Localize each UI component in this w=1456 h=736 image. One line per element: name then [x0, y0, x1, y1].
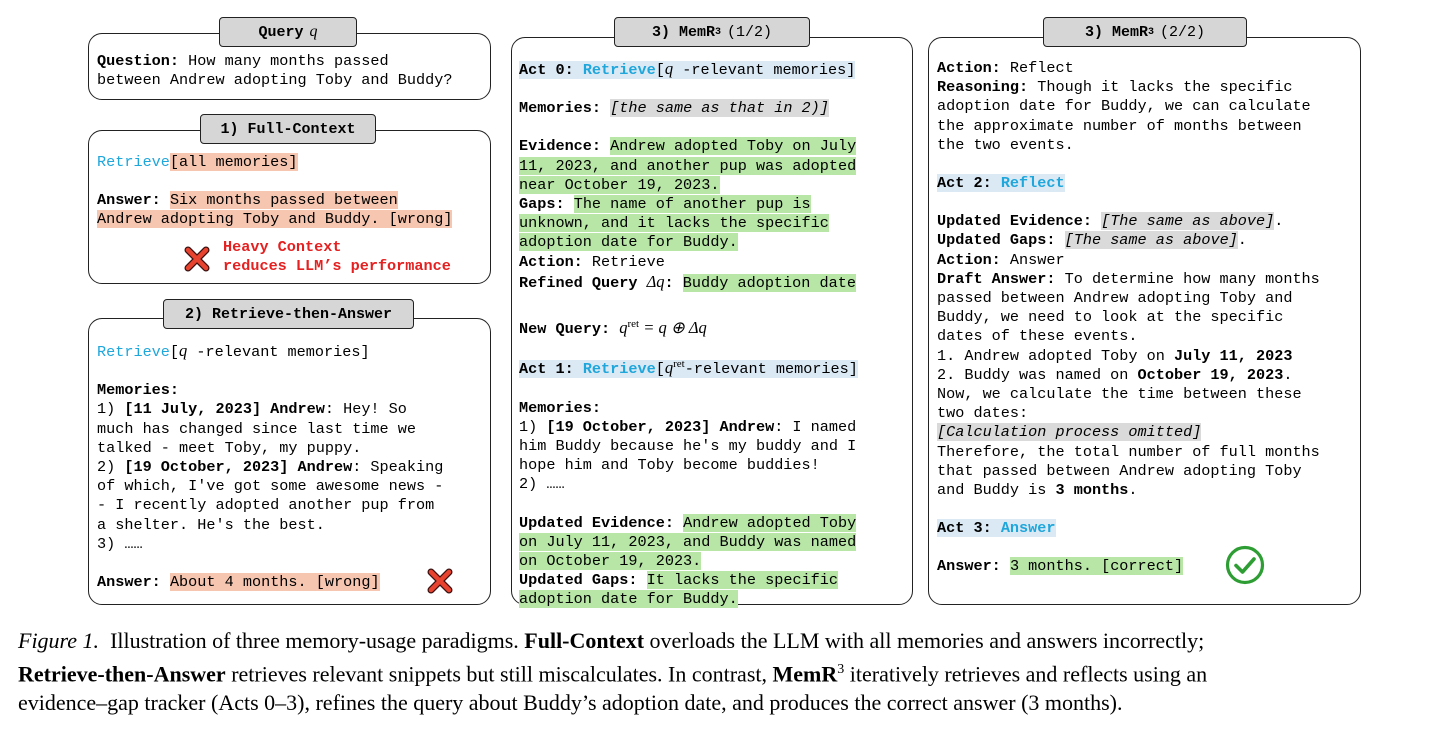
answer-line-1: Six months passed between: [169, 191, 398, 210]
new-query-q: q: [619, 318, 628, 338]
m2-l2: of which, I've got some awesome news -: [97, 477, 444, 496]
retrieve-var: q: [179, 341, 188, 360]
updated-gaps-l1: It lacks the specific: [646, 571, 839, 590]
act1-var: q: [664, 358, 674, 378]
evidence-l2: 11, 2023, and another pup was adopted: [519, 156, 857, 175]
new-query-rest: = q ⊕ Δq: [639, 318, 707, 338]
act0-open: [: [655, 61, 665, 79]
gaps-l2: unknown, and it lacks the specific: [519, 214, 829, 233]
act0-retrieve: Retrieve: [582, 61, 656, 79]
action2-label: Action:: [937, 250, 1001, 269]
memr3-tab-frac: (2/2): [1160, 23, 1206, 41]
refined-label: Refined Query: [519, 273, 638, 292]
gaps-l1: The name of another pup is: [573, 195, 811, 214]
step2-end: .: [1283, 365, 1293, 384]
new-query-sup: ret: [627, 318, 640, 331]
query-question: [97, 52, 452, 90]
act0-label: Act 0:: [519, 61, 574, 79]
refined-value: Buddy adoption date: [682, 273, 856, 292]
therefore-l1: Therefore, the total number of full months: [937, 442, 1320, 461]
refined-var: Δq: [646, 271, 665, 291]
m1-idx: 1): [519, 417, 547, 436]
answer-line-2: Andrew adopting Toby and Buddy. [wrong]: [97, 210, 453, 229]
memories-label: Memories:: [519, 99, 602, 118]
m1-idx: 1): [97, 400, 125, 419]
updated-evidence-label: Updated Evidence: [519, 513, 665, 532]
draft-l1: To determine how many months: [1055, 269, 1320, 288]
act2-label: Act 2:: [937, 174, 992, 193]
memr3-tab-sup: 3: [1147, 26, 1154, 38]
answer-label: Answer:: [937, 557, 1001, 576]
calc-l1: Now, we calculate the time between these: [937, 385, 1302, 404]
act3-label: Act 3:: [937, 519, 992, 538]
heavy-context-warning: [223, 238, 451, 276]
act1-rest: -relevant memories]: [684, 360, 858, 379]
reasoning-l4: the two events.: [937, 135, 1074, 154]
calculation-omitted: [Calculation process omitted]: [937, 423, 1202, 442]
check-circle-icon: [1225, 545, 1265, 585]
query-tab-label: Query: [258, 23, 304, 41]
caption-l2-b: retrieves relevant snippets but still miscalculates. In contrast,: [225, 661, 773, 687]
retrieve-rest: -relevant memories]: [187, 343, 370, 361]
caption-l2-a: Retrieve-then-Answer: [18, 661, 226, 687]
m1-head: [11 July, 2023] Andrew: [124, 400, 325, 419]
reasoning-l1: Though it lacks the specific: [1028, 78, 1293, 97]
retrieve-then-answer-tab: [163, 299, 414, 329]
therefore-l2: that passed between Andrew adopting Toby: [937, 461, 1302, 480]
therefore-end: .: [1128, 481, 1138, 500]
updated-evidence-l2: on July 11, 2023, and Buddy was named: [519, 532, 857, 551]
draft-label: Draft Answer:: [937, 269, 1056, 288]
retrieve-then-answer-body: [97, 341, 443, 592]
updated-evidence-l1: Andrew adopted Toby: [683, 513, 857, 532]
act1-open: [: [655, 360, 665, 379]
m1-l2: much has changed since last time we: [97, 419, 416, 438]
full-context-tab-label: 1) Full-Context: [220, 120, 356, 138]
retrieve-open: [: [169, 343, 180, 361]
memr3-tab-label: 3) MemR: [651, 23, 715, 41]
evidence-l3: near October 19, 2023.: [519, 175, 720, 194]
act0-var: q: [664, 59, 674, 78]
memr3-part1-tab: [614, 17, 810, 47]
step1-bold: July 11, 2023: [1173, 346, 1293, 365]
m1-l3: hope him and Toby become buddies!: [519, 456, 820, 475]
draft-l4: dates of these events.: [937, 327, 1138, 346]
question-label: Question:: [97, 52, 180, 70]
memr3-tab-frac: (1/2): [727, 23, 773, 41]
m2-l3: - I recently adopted another pup from: [97, 496, 435, 515]
memr3-part1-body: Act 0: Retrieve[q -relevant memories] Memories: [the same as that in 2)] Evidence: Andrew adopted Toby on July 11, 2023, and another pup was adopted near October 19, 2023. Gaps: The name of another pup is unknown, and it lacks the specific adoption date for Buddy. Action: Retrieve Refined Query Δq: Buddy adoption date New Query: $q^{ret} = q$ ⊕ Δq Act 1: $Retrieve[q^{ret}$-relevant memories] Memories: 1) [19 October, 2023] Andrew: I named him Buddy because he's my buddy and I hope him and Toby become buddies! 2) …… Updated Evidence: Andrew adopted Toby on July 11, 2023, and Buddy was named on October 19, 2023. Updated Gaps: It lacks the specific adoption date for Buddy.: [519, 59, 858, 609]
m1-l1: : Hey! So: [324, 400, 407, 419]
action-value: Reflect: [1000, 59, 1074, 77]
updated-gaps-l2: adoption date for Buddy.: [519, 590, 738, 609]
draft-l2: passed between Andrew adopting Toby and: [937, 289, 1293, 308]
caption-l2-sup: 3: [837, 662, 845, 677]
gaps-label: Gaps:: [519, 195, 565, 214]
act1-sup: ret: [673, 358, 685, 371]
m1-l3: talked - meet Toby, my puppy.: [97, 438, 362, 457]
question-text-1: How many months passed: [179, 52, 389, 70]
updated-evidence-value: [The same as above]: [1101, 212, 1275, 231]
answer-value: About 4 months. [wrong]: [169, 573, 380, 592]
memr3-tab-sup: 3: [714, 26, 721, 38]
reasoning-l3: the approximate number of months between: [937, 116, 1302, 135]
updated-evidence-label: Updated Evidence: [937, 212, 1083, 231]
updated-gaps-label: Updated Gaps: [519, 571, 629, 590]
m2-l4: a shelter. He's the best.: [97, 515, 325, 534]
retrieve-action: Retrieve: [97, 153, 170, 171]
cross-mark-icon: [427, 568, 453, 594]
draft-l3: Buddy, we need to look at the specific: [937, 308, 1284, 327]
act0-rest: -relevant memories]: [673, 61, 856, 79]
warning-line-1: Heavy Context: [223, 238, 342, 256]
gaps-l3: adoption date for Buddy.: [519, 233, 738, 252]
reasoning-label: Reasoning:: [937, 78, 1029, 97]
answer-label: Answer:: [97, 191, 161, 210]
step2-text: 2. Buddy was named on: [937, 365, 1138, 384]
m2-idx: 2): [97, 458, 125, 477]
evidence-l1: Andrew adopted Toby on July: [610, 137, 857, 156]
retrieve-arg: [all memories]: [169, 153, 298, 171]
caption-l1-c: overloads the LLM with all memories and answers incorrectly;: [644, 628, 1205, 653]
full-context-tab: [200, 114, 376, 144]
calc-l2: two dates:: [937, 404, 1029, 423]
updated-gaps-label: Updated Gaps: [937, 231, 1047, 250]
act1-label: Act 1:: [519, 360, 574, 379]
caption-l1-a: Illustration of three memory-usage paradigms.: [99, 628, 525, 653]
m2-l1: : Speaking: [352, 458, 444, 477]
caption-figure-label: Figure 1.: [18, 628, 100, 653]
m2-head: [19 October, 2023] Andrew: [124, 458, 353, 477]
m1-head: [19 October, 2023] Andrew: [546, 417, 775, 436]
updated-evidence-l3: on October 19, 2023.: [519, 551, 702, 570]
rta-tab-label: 2) Retrieve-then-Answer: [184, 305, 393, 323]
action-label: Action:: [937, 59, 1001, 77]
therefore-l3: and Buddy is: [937, 481, 1056, 500]
answer-label: Answer:: [97, 573, 161, 592]
memr3-tab-label: 3) MemR: [1084, 23, 1148, 41]
m2: 2) ……: [519, 475, 565, 494]
memories-value: [the same as that in 2)]: [610, 99, 829, 118]
query-tab-var: q: [309, 23, 318, 40]
caption-l2-d: iteratively retrieves and reflects using an: [844, 661, 1208, 687]
act1-retrieve: Retrieve: [582, 360, 656, 379]
act3-value: Answer: [1000, 519, 1056, 538]
new-query-label: New Query:: [519, 320, 611, 339]
action2-value: Answer: [1000, 250, 1065, 269]
m1-l2: him Buddy because he's my buddy and I: [519, 436, 857, 455]
full-context-body: [97, 153, 452, 230]
action-value: Retrieve: [582, 252, 665, 271]
memr3-part2-tab: [1043, 17, 1247, 47]
reasoning-l2: adoption date for Buddy, we can calculate: [937, 97, 1311, 116]
m1-l1: : I named: [774, 417, 857, 436]
cross-mark-icon: [184, 246, 210, 272]
memories2-label: Memories:: [519, 398, 602, 417]
figure-caption: [18, 626, 1443, 717]
question-text-2: between Andrew adopting Toby and Buddy?: [97, 71, 453, 90]
action-label: Action:: [519, 252, 583, 271]
act2-value: Reflect: [1000, 174, 1065, 193]
therefore-bold: 3 months: [1055, 481, 1129, 500]
caption-l3: evidence–gap tracker (Acts 0–3), refines the query about Buddy’s adoption date, and produces the correct answer (3 months).: [18, 690, 1123, 716]
query-tab: [219, 17, 357, 47]
warning-line-2: reduces LLM’s performance: [223, 257, 451, 276]
memr3-part2-body: Action: Reflect Reasoning: Though it lacks the specific adoption date for Buddy, we can calculate the approximate number of months between the two events. Act 2: Reflect Updated Evidence: [The same as above]. Updated Gaps: [The same as above]. Action: Answer Draft Answer: To determine how many months passed between Andrew adopting Toby and Buddy, we need to look at the specific dates of these events. 1. Andrew adopted Toby on July 11, 2023 2. Buddy was named on October 19, 2023. Now, we calculate the time between these two dates: [Calculation process omitted] Therefore, the total number of full months that passed between Andrew adopting Toby and Buddy is 3 months. Act 3: Answer Answer: 3 months. [correct]: [937, 59, 1320, 576]
evidence-label: Evidence:: [519, 137, 602, 156]
answer-value: 3 months. [correct]: [1009, 557, 1184, 576]
retrieve-action: Retrieve: [97, 343, 170, 361]
caption-l1-b: Full-Context: [524, 628, 645, 653]
step2-bold: October 19, 2023: [1137, 365, 1284, 384]
caption-l2-c: MemR: [772, 661, 838, 687]
m3: 3) ……: [97, 534, 143, 553]
step1-text: 1. Andrew adopted Toby on: [937, 346, 1174, 365]
updated-gaps-value: [The same as above]: [1064, 231, 1238, 250]
memories-label: Memories:: [97, 381, 180, 400]
